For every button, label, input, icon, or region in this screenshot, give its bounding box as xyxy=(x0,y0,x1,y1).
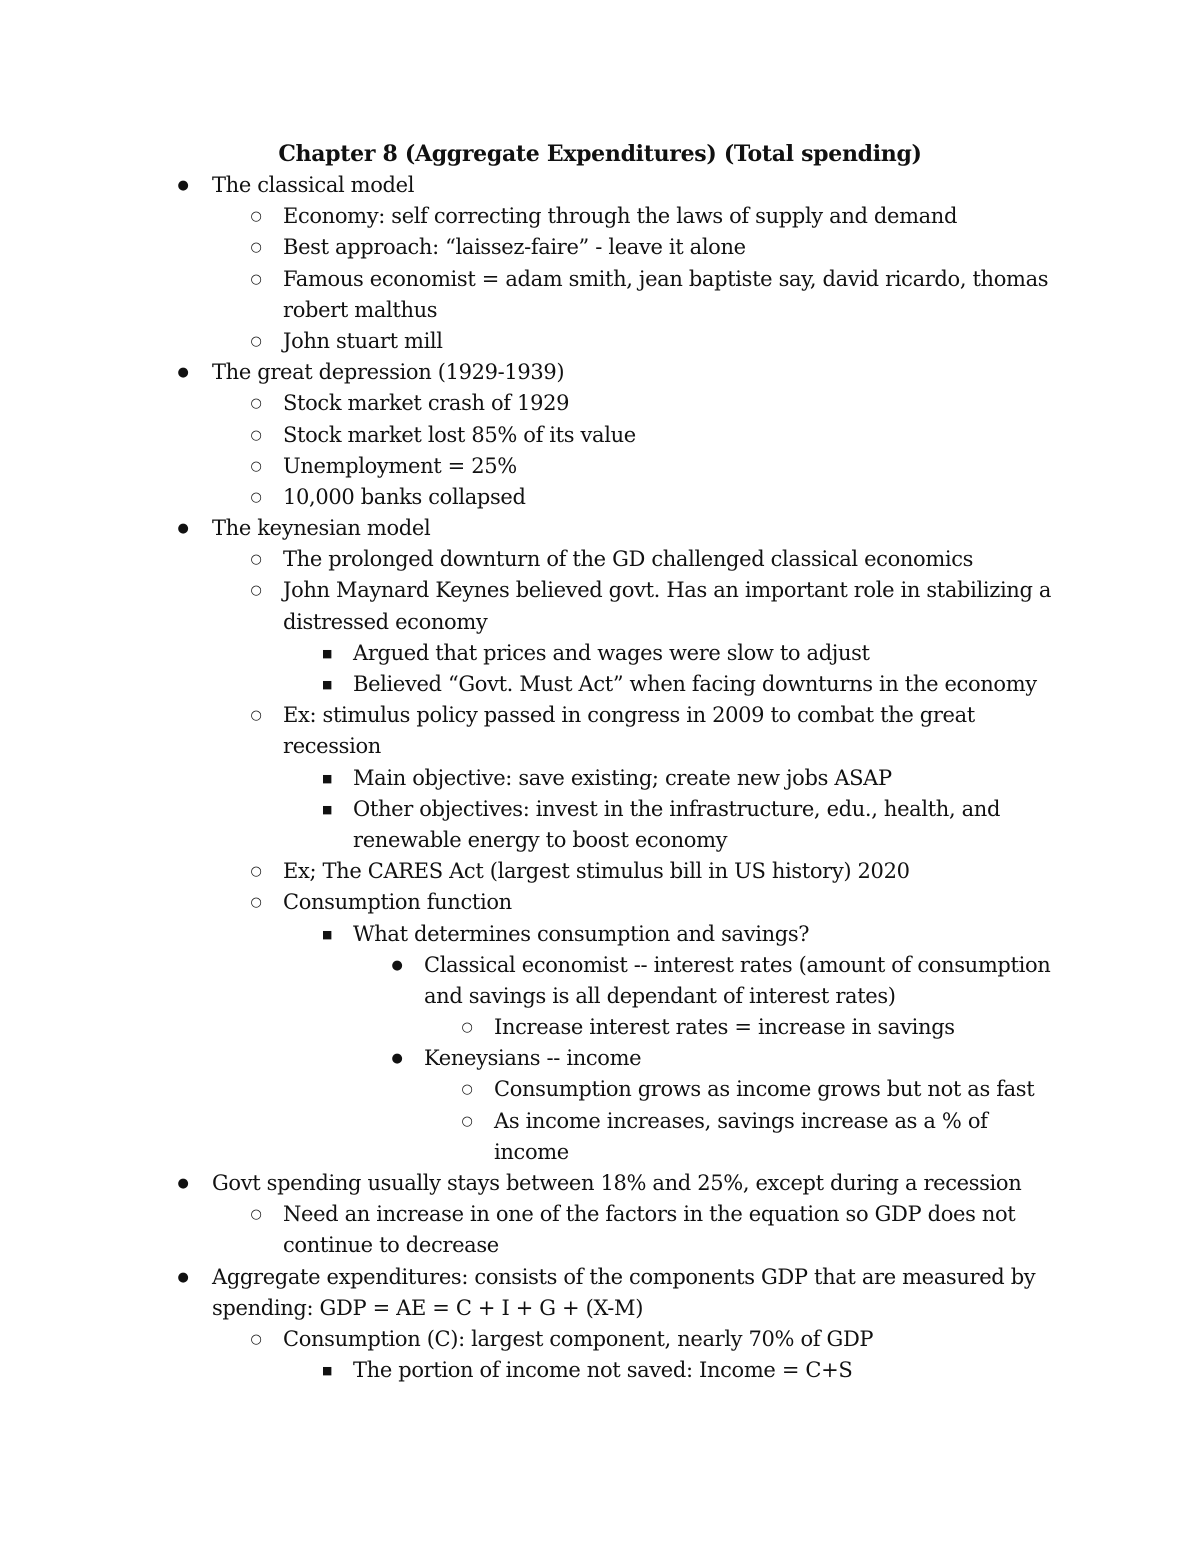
list-item-text: recession xyxy=(283,734,381,759)
circle-bullet-icon: ○ xyxy=(250,427,262,443)
list-item-text: Need an increase in one of the factors in the equation so GDP does not xyxy=(283,1202,1016,1227)
circle-bullet-icon: ○ xyxy=(250,708,262,724)
square-bullet-icon: ■ xyxy=(321,646,333,660)
list-item-text: The great depression (1929-1939) xyxy=(212,360,565,385)
disc-bullet-icon: ● xyxy=(391,1051,403,1067)
list-item xyxy=(0,1262,1200,1293)
list-item-text: Believed “Govt. Must Act” when facing downturns in the economy xyxy=(353,672,1037,696)
list-item-text: John stuart mill xyxy=(283,328,443,353)
list-item xyxy=(0,1199,1200,1230)
square-bullet-icon: ■ xyxy=(321,802,333,816)
list-item-text: Govt spending usually stays between 18% and 25%, except during a recession xyxy=(212,1171,1022,1195)
list-item-text: robert malthus xyxy=(283,297,438,322)
list-item-text: The portion of income not saved: Income = C+S xyxy=(353,1358,853,1383)
circle-bullet-icon: ○ xyxy=(461,1020,473,1036)
list-item xyxy=(0,981,1200,1012)
list-item xyxy=(0,1106,1200,1137)
list-item xyxy=(0,1293,1200,1324)
square-bullet-icon: ■ xyxy=(321,927,333,941)
list-item-text: Consumption function xyxy=(283,890,512,915)
list-item-text: Consumption grows as income grows but not as fast xyxy=(494,1077,1035,1102)
list-item xyxy=(0,1324,1200,1355)
list-item xyxy=(0,1137,1200,1168)
circle-bullet-icon: ○ xyxy=(250,1207,262,1223)
list-item xyxy=(0,919,1200,950)
list-item xyxy=(0,1355,1200,1386)
list-item-text: Classical economist -- interest rates (amount of consumption xyxy=(424,952,1051,977)
list-item xyxy=(0,544,1200,575)
list-item xyxy=(0,357,1200,388)
notes-outline xyxy=(0,170,1200,1386)
circle-bullet-icon: ○ xyxy=(461,1082,473,1098)
list-item xyxy=(0,420,1200,451)
list-item-text: income xyxy=(494,1139,569,1164)
list-item-text: The prolonged downturn of the GD challenged classical economics xyxy=(283,547,974,572)
list-item xyxy=(0,638,1200,669)
circle-bullet-icon: ○ xyxy=(250,271,262,287)
list-item xyxy=(0,170,1200,201)
list-item xyxy=(0,1012,1200,1043)
list-item-text: What determines consumption and savings? xyxy=(353,921,810,946)
list-item-text: The classical model xyxy=(212,173,415,197)
list-item xyxy=(0,1074,1200,1105)
list-item-text: Best approach: “laissez-faire” - leave it alone xyxy=(283,235,746,260)
list-item-text: Famous economist = adam smith, jean baptiste say, david ricardo, thomas xyxy=(283,266,1049,291)
list-item-text: Consumption (C): largest component, nearly 70% of GDP xyxy=(283,1326,874,1351)
disc-bullet-icon: ● xyxy=(177,1269,189,1285)
disc-bullet-icon: ● xyxy=(177,521,189,537)
list-item-text: As income increases, savings increase as a % of xyxy=(494,1108,988,1133)
list-item-text: Increase interest rates = increase in savings xyxy=(494,1015,955,1040)
list-item xyxy=(0,1043,1200,1074)
list-item-text: Stock market crash of 1929 xyxy=(283,391,570,416)
list-item xyxy=(0,232,1200,263)
circle-bullet-icon: ○ xyxy=(250,458,262,474)
square-bullet-icon: ■ xyxy=(321,1364,333,1378)
list-item xyxy=(0,1230,1200,1261)
list-item-text: Stock market lost 85% of its value xyxy=(283,422,636,447)
circle-bullet-icon: ○ xyxy=(250,583,262,599)
list-item xyxy=(0,451,1200,482)
circle-bullet-icon: ○ xyxy=(250,209,262,225)
list-item xyxy=(0,295,1200,326)
list-item-text: and savings is all dependant of interest rates) xyxy=(424,983,896,1008)
list-item xyxy=(0,763,1200,794)
disc-bullet-icon: ● xyxy=(177,365,189,381)
list-item-text: spending: GDP = AE = C + I + G + (X-M) xyxy=(212,1295,644,1320)
circle-bullet-icon: ○ xyxy=(250,489,262,505)
list-item-text: Other objectives: invest in the infrastructure, edu., health, and xyxy=(353,796,1001,821)
list-item xyxy=(0,513,1200,544)
circle-bullet-icon: ○ xyxy=(250,1331,262,1347)
list-item xyxy=(0,856,1200,887)
circle-bullet-icon: ○ xyxy=(250,864,262,880)
list-item-text: Economy: self correcting through the laws of supply and demand xyxy=(283,204,958,229)
list-item xyxy=(0,700,1200,731)
list-item xyxy=(0,482,1200,513)
list-item xyxy=(0,1168,1200,1199)
list-item xyxy=(0,794,1200,825)
list-item xyxy=(0,607,1200,638)
list-item-text: Main objective: save existing; create new jobs ASAP xyxy=(353,765,892,790)
list-item xyxy=(0,575,1200,606)
page-title: Chapter 8 (Aggregate Expenditures) (Total spending) xyxy=(278,141,922,167)
list-item-text: John Maynard Keynes believed govt. Has an important role in stabilizing a xyxy=(283,578,1052,603)
disc-bullet-icon: ● xyxy=(177,178,189,193)
list-item-text: 10,000 banks collapsed xyxy=(283,484,526,509)
circle-bullet-icon: ○ xyxy=(250,895,262,911)
list-item-text: Unemployment = 25% xyxy=(283,453,517,478)
list-item xyxy=(0,201,1200,232)
list-item xyxy=(0,264,1200,295)
circle-bullet-icon: ○ xyxy=(250,552,262,568)
list-item xyxy=(0,326,1200,357)
list-item-text: Keneysians -- income xyxy=(424,1046,642,1071)
list-item-text: distressed economy xyxy=(283,609,488,634)
list-item-text: The keynesian model xyxy=(212,516,431,541)
square-bullet-icon: ■ xyxy=(321,678,333,691)
disc-bullet-icon: ● xyxy=(177,1176,189,1191)
circle-bullet-icon: ○ xyxy=(250,396,262,412)
list-item xyxy=(0,669,1200,700)
list-item-text: continue to decrease xyxy=(283,1233,499,1258)
list-item-text: renewable energy to boost economy xyxy=(353,827,728,852)
circle-bullet-icon: ○ xyxy=(250,240,262,256)
list-item xyxy=(0,388,1200,419)
list-item-text: Ex: stimulus policy passed in congress in 2009 to combat the great xyxy=(283,703,975,728)
circle-bullet-icon: ○ xyxy=(461,1113,473,1129)
list-item-text: Argued that prices and wages were slow to adjust xyxy=(353,640,870,665)
list-item xyxy=(0,887,1200,918)
list-item-text: Ex; The CARES Act (largest stimulus bill in US history) 2020 xyxy=(283,859,910,884)
circle-bullet-icon: ○ xyxy=(250,333,262,349)
list-item xyxy=(0,731,1200,762)
list-item xyxy=(0,950,1200,981)
list-item xyxy=(0,825,1200,856)
disc-bullet-icon: ● xyxy=(391,957,403,973)
list-item-text: Aggregate expenditures: consists of the components GDP that are measured by xyxy=(212,1264,1036,1289)
square-bullet-icon: ■ xyxy=(321,771,333,785)
